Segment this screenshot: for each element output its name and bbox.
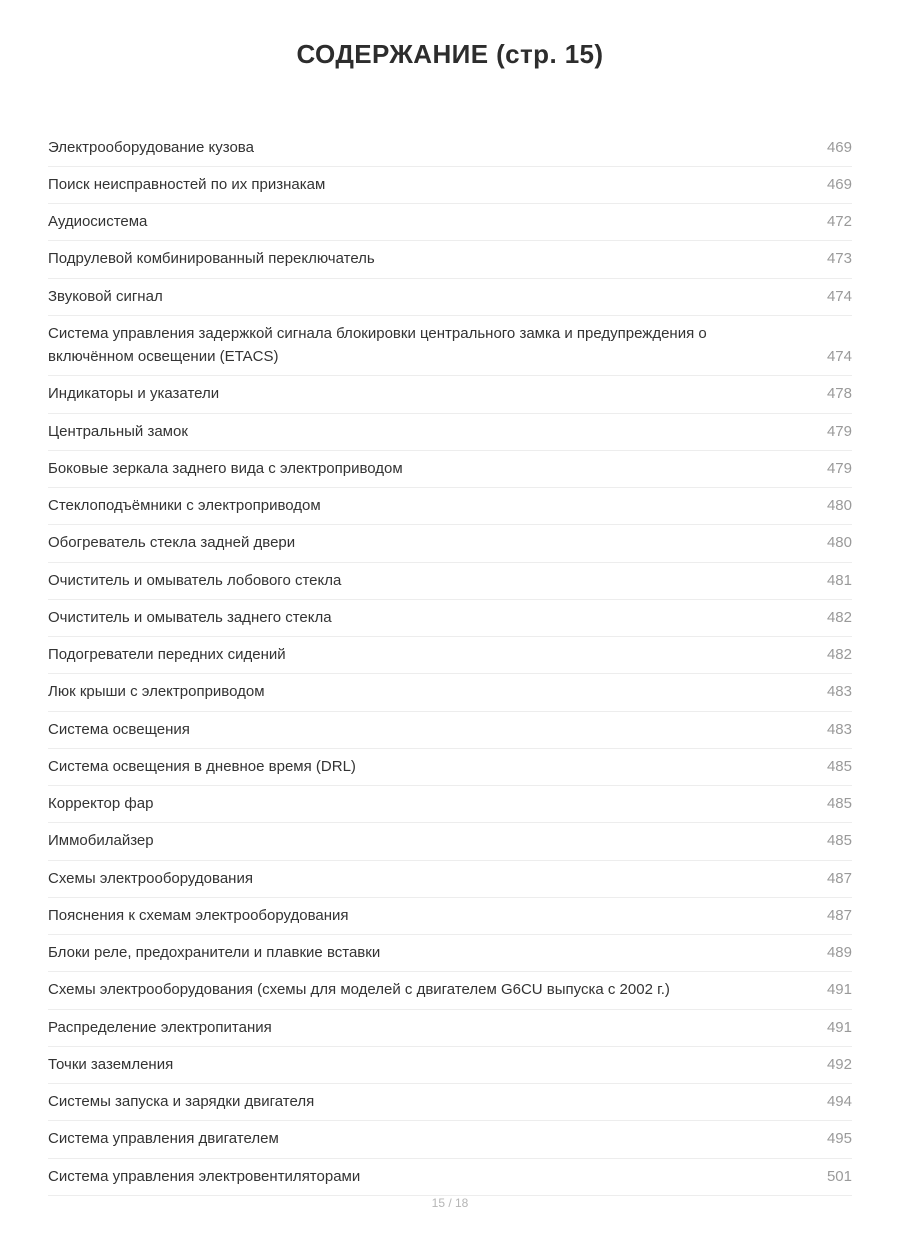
toc-entry-page-number: 489 — [826, 944, 852, 961]
toc-entry-title: Подрулевой комбинированный переключатель — [48, 250, 375, 268]
toc-entry-page-number: 485 — [826, 757, 852, 775]
toc-entry-title: Подогреватели передних сидений — [48, 646, 286, 663]
toc-entry-row[interactable] — [48, 1159, 852, 1196]
toc-entry-row[interactable] — [48, 1084, 852, 1121]
toc-entry-page-number: 482 — [826, 608, 852, 626]
toc-entry-page-number: 495 — [826, 1130, 852, 1148]
toc-entry-title: Центральный замок — [48, 422, 188, 440]
toc-entry-title: Поиск неисправностей по их признакам — [48, 175, 326, 193]
toc-entry-row[interactable] — [48, 861, 852, 898]
toc-entry-page-number: 485 — [826, 832, 852, 850]
toc-entry-title: Звуковой сигнал — [48, 287, 163, 305]
toc-entry-row[interactable] — [48, 316, 852, 377]
toc-entry-row[interactable] — [48, 1121, 852, 1158]
toc-entry-page-number: 501 — [826, 1167, 852, 1185]
toc-entry-page-number: 481 — [826, 571, 852, 589]
toc-entry-title: Система освещения в дневное время (DRL) — [48, 757, 356, 775]
toc-entry-page-number: 474 — [826, 348, 852, 365]
toc-entry-row[interactable] — [48, 279, 852, 316]
toc-entry-title: Электрооборудование кузова — [48, 138, 254, 156]
toc-entry-page-number: 469 — [826, 138, 852, 156]
toc-entry-title: Система управления электровентиляторами — [48, 1167, 361, 1185]
toc-entry-row[interactable] — [48, 167, 852, 204]
toc-entry-row[interactable] — [48, 130, 852, 167]
toc-entry-page-number: 487 — [826, 869, 852, 887]
toc-entry-page-number: 487 — [826, 906, 852, 924]
toc-entry-row[interactable] — [48, 1047, 852, 1084]
table-of-contents — [48, 130, 852, 1196]
toc-entry-page-number: 478 — [826, 385, 852, 403]
toc-entry-title: Очиститель и омыватель заднего стекла — [48, 608, 332, 626]
toc-entry-title: Схемы электрооборудования — [48, 869, 253, 887]
toc-entry-row[interactable] — [48, 1010, 852, 1047]
toc-entry-page-number: 479 — [826, 459, 852, 477]
toc-entry-title: Точки заземления — [48, 1055, 174, 1073]
toc-entry-page-number: 473 — [826, 250, 852, 268]
toc-entry-page-number: 474 — [826, 287, 852, 305]
toc-entry-title: Система управления задержкой сигнала блокировки центрального замка и предупреждения о включённом освещении (ETACS) — [48, 324, 707, 365]
toc-entry-title: Обогреватель стекла задней двери — [48, 534, 296, 552]
toc-entry-page-number: 479 — [826, 422, 852, 440]
toc-entry-row[interactable] — [48, 972, 852, 1009]
toc-entry-title: Блоки реле, предохранители и плавкие вставки — [48, 944, 381, 961]
toc-entry-title: Система освещения — [48, 720, 190, 738]
toc-entry-title: Индикаторы и указатели — [48, 385, 220, 403]
toc-entry-row[interactable] — [48, 563, 852, 600]
toc-entry-title: Пояснения к схемам электрооборудования — [48, 906, 349, 924]
toc-entry-page-number: 485 — [826, 795, 852, 812]
toc-entry-row[interactable] — [48, 749, 852, 786]
toc-entry-page-number: 472 — [826, 213, 852, 230]
toc-entry-row[interactable] — [48, 414, 852, 451]
toc-entry-page-number: 480 — [826, 497, 852, 514]
toc-entry-title: Боковые зеркала заднего вида с электроприводом — [48, 459, 403, 477]
toc-entry-row[interactable] — [48, 488, 852, 525]
toc-entry-row[interactable] — [48, 451, 852, 488]
toc-entry-title: Аудиосистема — [48, 213, 148, 230]
toc-entry-row[interactable] — [48, 637, 852, 674]
toc-entry-title: Корректор фар — [48, 795, 154, 812]
toc-entry-title: Люк крыши с электроприводом — [48, 683, 265, 701]
toc-entry-page-number: 483 — [826, 683, 852, 701]
toc-entry-page-number: 492 — [826, 1055, 852, 1073]
toc-entry-page-number: 491 — [826, 1018, 852, 1036]
toc-entry-page-number: 469 — [826, 175, 852, 193]
toc-entry-row[interactable] — [48, 898, 852, 935]
toc-entry-row[interactable] — [48, 674, 852, 711]
toc-entry-row[interactable] — [48, 204, 852, 241]
toc-entry-title: Стеклоподъёмники с электроприводом — [48, 497, 321, 514]
toc-entry-title: Иммобилайзер — [48, 832, 154, 850]
toc-entry-row[interactable] — [48, 712, 852, 749]
toc-entry-title: Система управления двигателем — [48, 1130, 279, 1148]
toc-entry-row[interactable] — [48, 935, 852, 972]
toc-entry-title: Схемы электрооборудования (схемы для моделей с двигателем G6CU выпуска с 2002 г.) — [48, 981, 670, 999]
toc-entry-row[interactable] — [48, 525, 852, 562]
page-title: СОДЕРЖАНИЕ (стр. 15) — [296, 39, 604, 69]
toc-entry-row[interactable] — [48, 241, 852, 278]
toc-entry-page-number: 480 — [826, 534, 852, 552]
toc-entry-row[interactable] — [48, 823, 852, 860]
toc-entry-page-number: 491 — [826, 981, 852, 999]
toc-entry-title: Очиститель и омыватель лобового стекла — [48, 571, 342, 589]
toc-entry-title: Системы запуска и зарядки двигателя — [48, 1093, 315, 1110]
toc-entry-title: Распределение электропитания — [48, 1018, 272, 1036]
toc-entry-row[interactable] — [48, 376, 852, 413]
toc-entry-row[interactable] — [48, 786, 852, 823]
toc-entry-page-number: 482 — [826, 646, 852, 663]
toc-entry-page-number: 483 — [826, 720, 852, 738]
toc-entry-page-number: 494 — [826, 1093, 852, 1110]
page-footer: 15 / 18 — [431, 1195, 469, 1210]
toc-entry-row[interactable] — [48, 600, 852, 637]
